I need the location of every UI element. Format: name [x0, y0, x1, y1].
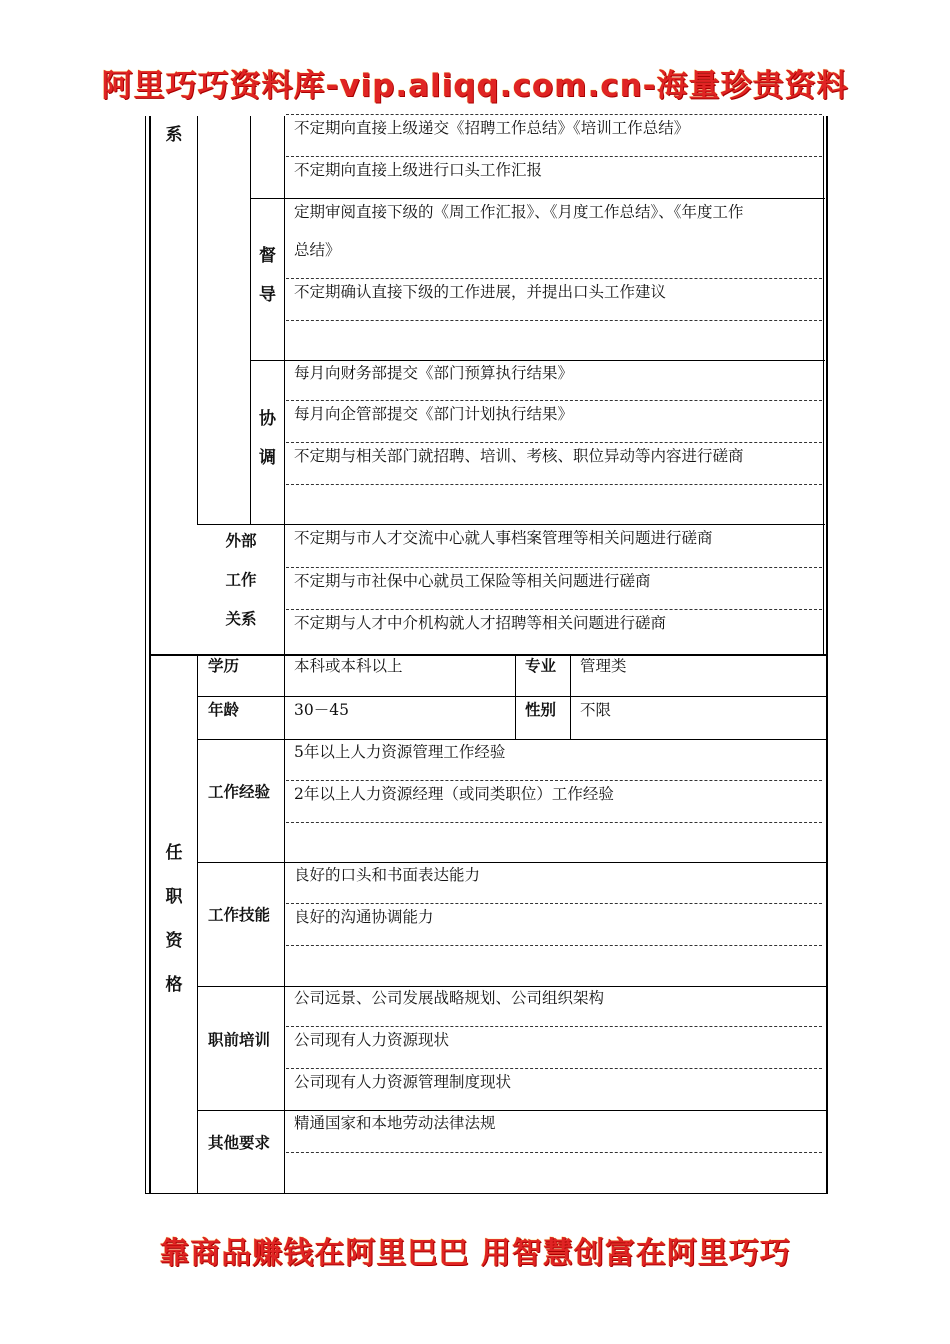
section-label-qualifications: 职 [165, 887, 183, 907]
experience-item: 2年以上人力资源经理（或同类职位）工作经验 [294, 785, 614, 803]
skills-item: 良好的沟通协调能力 [294, 908, 434, 926]
external-item: 不定期与市社保中心就员工保险等相关问题进行磋商 [294, 572, 651, 590]
experience-label: 工作经验 [208, 783, 271, 801]
major-label: 专业 [525, 657, 557, 675]
coordinate-label: 协 [259, 409, 276, 429]
training-label: 职前培训 [208, 1031, 271, 1049]
coordinate-item: 每月向企管部提交《部门计划执行结果》 [294, 405, 574, 423]
major-value: 管理类 [580, 657, 627, 675]
training-item: 公司远景、公司发展战略规划、公司组织架构 [294, 989, 605, 1007]
supervise-label: 导 [259, 285, 276, 305]
age-label: 年龄 [208, 701, 240, 719]
coordinate-item: 不定期与相关部门就招聘、培训、考核、职位异动等内容进行磋商 [294, 447, 744, 465]
skills-label: 工作技能 [208, 906, 271, 924]
supervise-item: 总结》 [294, 241, 341, 259]
supervise-item: 不定期确认直接下级的工作进展，并提出口头工作建议 [294, 283, 667, 301]
education-label: 学历 [208, 657, 240, 675]
section-label-qualifications: 任 [165, 843, 183, 863]
education-value: 本科或本科以上 [294, 657, 403, 675]
skills-item: 良好的口头和书面表达能力 [294, 866, 481, 884]
external-item: 不定期与人才中介机构就人才招聘等相关问题进行磋商 [294, 614, 667, 632]
gender-value: 不限 [580, 701, 612, 719]
age-value: 30－45 [294, 701, 349, 719]
section-label-relations: 系 [165, 125, 183, 145]
external-label: 工作 [225, 571, 257, 589]
experience-item: 5年以上人力资源管理工作经验 [294, 743, 506, 761]
training-item: 公司现有人力资源管理制度现状 [294, 1073, 512, 1091]
bottom-banner: 靠商品赚钱在阿里巴巴 用智慧创富在阿里巧巧 [159, 1236, 791, 1271]
report-item: 不定期向直接上级递交《招聘工作总结》《培训工作总结》 [294, 119, 690, 137]
coordinate-label: 调 [259, 448, 276, 468]
training-item: 公司现有人力资源现状 [294, 1031, 450, 1049]
external-label: 外部 [225, 532, 257, 550]
section-label-qualifications: 资 [165, 931, 183, 951]
other-item: 精通国家和本地劳动法律法规 [294, 1114, 496, 1132]
top-banner: 阿里巧巧资料库-vip.aliqq.com.cn-海量珍贵资料 [101, 68, 849, 104]
other-label: 其他要求 [208, 1134, 271, 1152]
gender-label: 性别 [525, 701, 557, 719]
section-label-qualifications: 格 [165, 975, 183, 995]
supervise-label: 督 [259, 246, 276, 266]
external-item: 不定期与市人才交流中心就人事档案管理等相关问题进行磋商 [294, 529, 713, 547]
report-item: 不定期向直接上级进行口头工作汇报 [294, 161, 543, 179]
supervise-item: 定期审阅直接下级的《周工作汇报》、《月度工作总结》、《年度工作 [294, 203, 744, 221]
external-label: 关系 [225, 610, 257, 628]
coordinate-item: 每月向财务部提交《部门预算执行结果》 [294, 364, 574, 382]
